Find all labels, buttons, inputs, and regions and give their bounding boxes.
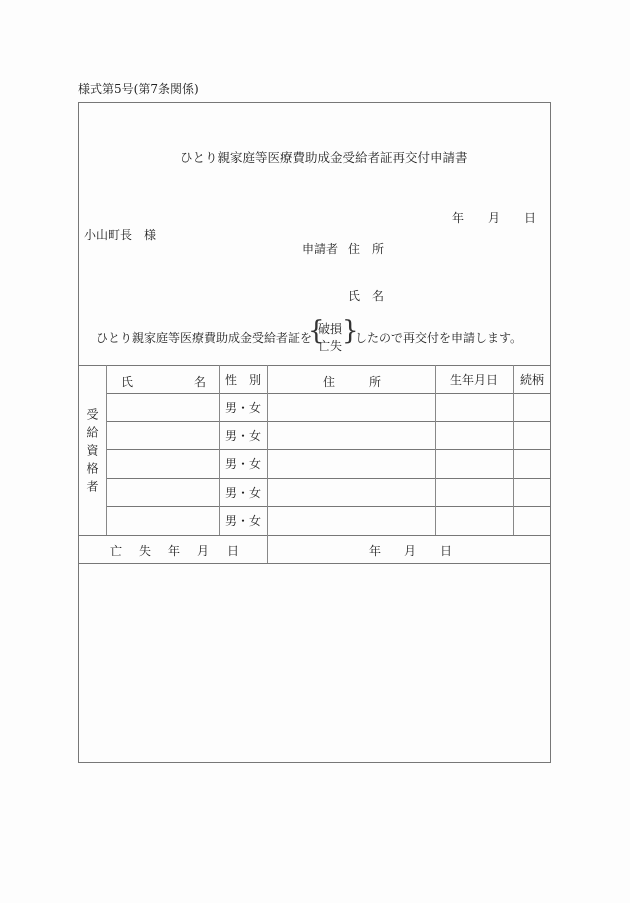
birthdate-cell[interactable]	[435, 478, 513, 506]
date-day: 日	[524, 211, 537, 225]
address-cell[interactable]	[267, 421, 435, 449]
name-cell[interactable]	[106, 506, 219, 535]
date-year: 年	[452, 211, 465, 225]
applicant-address-label: 住 所	[348, 242, 385, 256]
name-cell[interactable]	[106, 449, 219, 478]
header-name-2: 名	[194, 375, 207, 389]
relation-cell[interactable]	[513, 506, 551, 535]
header-name-1: 氏	[121, 375, 134, 389]
address-cell[interactable]	[267, 449, 435, 478]
birthdate-cell[interactable]	[435, 449, 513, 478]
address-cell[interactable]	[267, 506, 435, 535]
birthdate-cell[interactable]	[435, 393, 513, 421]
loss-date-label-char: 月	[197, 544, 210, 558]
form-title: ひとり親家庭等医療費助成金受給者証再交付申請書	[180, 150, 468, 165]
name-cell[interactable]	[106, 478, 219, 506]
relation-cell[interactable]	[513, 449, 551, 478]
header-birthdate: 生年月日	[449, 372, 498, 387]
header-address-1: 住	[323, 375, 336, 389]
statement-option-lost: 亡失	[318, 339, 343, 353]
name-cell[interactable]	[106, 393, 219, 421]
remarks-area[interactable]	[79, 564, 550, 762]
loss-date-label-char: 年	[168, 544, 181, 558]
form-number: 様式第5号(第7条関係)	[78, 82, 199, 96]
loss-date-day[interactable]: 日	[440, 544, 453, 558]
relation-cell[interactable]	[513, 421, 551, 449]
name-cell[interactable]	[106, 421, 219, 449]
gender-cell[interactable]: 男・女	[224, 485, 261, 500]
loss-date-label-char: 亡	[110, 544, 123, 558]
statement-after: したので再交付を申請します。	[355, 331, 523, 345]
brace-left-icon: {	[308, 316, 325, 346]
loss-date-month[interactable]: 月	[404, 544, 417, 558]
header-address-2: 所	[369, 375, 382, 389]
gender-cell[interactable]: 男・女	[224, 400, 261, 415]
header-gender: 性 別	[224, 372, 261, 387]
side-label-beneficiaries: 受給資格者	[85, 408, 99, 498]
gender-cell[interactable]: 男・女	[224, 428, 261, 443]
birthdate-cell[interactable]	[435, 421, 513, 449]
gender-cell[interactable]: 男・女	[224, 457, 261, 471]
birthdate-cell[interactable]	[435, 506, 513, 535]
statement-option-damaged: 破損	[318, 322, 343, 336]
relation-cell[interactable]	[513, 478, 551, 506]
loss-date-label-char: 失	[139, 544, 152, 558]
statement-before: ひとり親家庭等医療費助成金受給者証を	[96, 331, 313, 345]
relation-cell[interactable]	[513, 393, 551, 421]
address-cell[interactable]	[267, 393, 435, 421]
date-month: 月	[488, 211, 501, 225]
address-cell[interactable]	[267, 478, 435, 506]
addressee: 小山町長 様	[84, 228, 157, 242]
table-divider	[78, 535, 551, 536]
header-relation: 続柄	[519, 372, 544, 387]
applicant-label: 申請者	[302, 242, 339, 256]
gender-cell[interactable]: 男・女	[224, 514, 261, 528]
loss-date-year[interactable]: 年	[369, 544, 382, 558]
applicant-name-label: 氏 名	[348, 289, 385, 303]
loss-date-label-char: 日	[227, 544, 240, 558]
brace-right-icon: }	[342, 316, 359, 346]
